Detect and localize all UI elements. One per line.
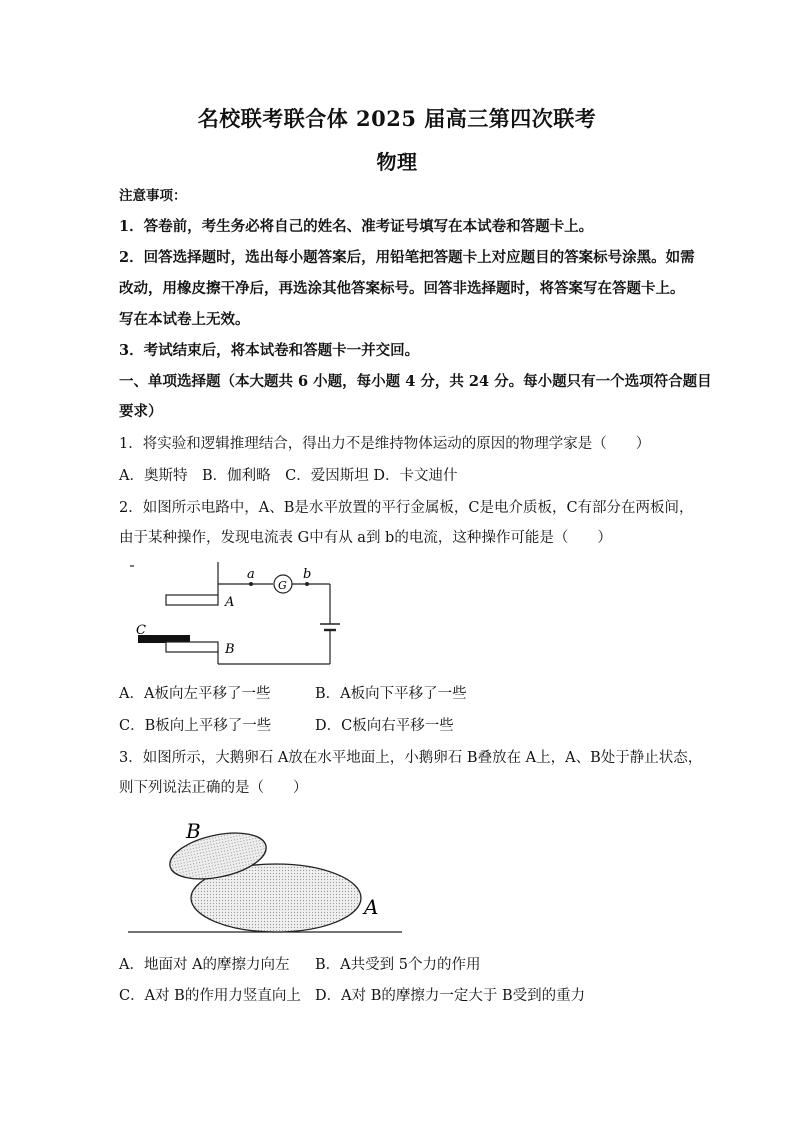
q3-stem: 3．如图所示，大鹅卵石 A放在水平地面上，小鹅卵石 B叠放在 A上，A、B处于静止状态， xyxy=(119,750,703,766)
q2-circuit-figure xyxy=(130,562,350,670)
q3-option-c: C．A对 B的作用力竖直向上 xyxy=(119,988,301,1004)
q3-option-a: A．地面对 A的摩擦力向左 xyxy=(119,957,290,973)
subject-title: 物理 xyxy=(376,150,418,174)
section1-heading-cont: 要求） xyxy=(119,403,163,420)
node-b xyxy=(305,582,309,586)
label-a: a xyxy=(247,567,255,582)
q2-option-a: A．A板向左平移了一些 xyxy=(119,686,271,702)
q2-option-c: C．B板向上平移了一些 xyxy=(119,718,272,734)
q3-stem-cont: 则下列说法正确的是（ ） xyxy=(119,780,308,796)
q2-option-b: B．A板向下平移了一些 xyxy=(315,686,467,702)
q2-option-d: D．C板向右平移一些 xyxy=(315,718,454,734)
notice-item-2-cont2: 写在本试卷上无效。 xyxy=(119,311,250,328)
label-B: B xyxy=(186,819,201,843)
notice-heading: 注意事项： xyxy=(119,188,187,204)
q2-stem: 2．如图所示电路中，A、B是水平放置的平行金属板，C是电介质板，C有部分在两板间， xyxy=(119,500,694,516)
label-C: C xyxy=(136,623,146,638)
q1-options: A．奥斯特 B．伽利略 C．爱因斯坦 D．卡文迪什 xyxy=(119,468,458,484)
section1-heading: 一、单项选择题（本大题共 6 小题，每小题 4 分，共 24 分。每小题只有一个选项符合题目 xyxy=(119,373,712,390)
plate-A xyxy=(166,595,218,605)
q3-option-d: D．A对 B的摩擦力一定大于 B受到的重力 xyxy=(315,988,586,1004)
label-B: B xyxy=(225,642,235,657)
label-b: b xyxy=(303,567,312,582)
q2-stem-cont: 由于某种操作，发现电流表 G中有从 a到 b的电流，这种操作可能是（ ） xyxy=(119,530,612,546)
q3-pebbles-figure xyxy=(128,812,408,937)
label-A: A xyxy=(364,895,379,919)
exam-title: 名校联考联合体 2025 届高三第四次联考 xyxy=(197,106,597,131)
label-A: A xyxy=(225,595,235,610)
notice-item-1: 1．答卷前，考生务必将自己的姓名、准考证号填写在本试卷和答题卡上。 xyxy=(119,218,594,235)
notice-item-2: 2．回答选择题时，选出每小题答案后，用铅笔把答题卡上对应题目的答案标号涂黑。如需 xyxy=(119,249,695,266)
notice-item-2-cont: 改动，用橡皮擦干净后，再选涂其他答案标号。回答非选择题时，将答案写在答题卡上。 xyxy=(119,280,685,297)
node-a xyxy=(249,582,253,586)
notice-item-3: 3．考试结束后，将本试卷和答题卡一并交回。 xyxy=(119,342,420,359)
label-G: G xyxy=(278,579,287,592)
plate-B xyxy=(166,642,218,652)
q1-stem: 1．将实验和逻辑推理结合，得出力不是维持物体运动的原因的物理学家是（ ） xyxy=(119,436,651,452)
q3-option-b: B．A共受到 5个力的作用 xyxy=(315,957,481,973)
